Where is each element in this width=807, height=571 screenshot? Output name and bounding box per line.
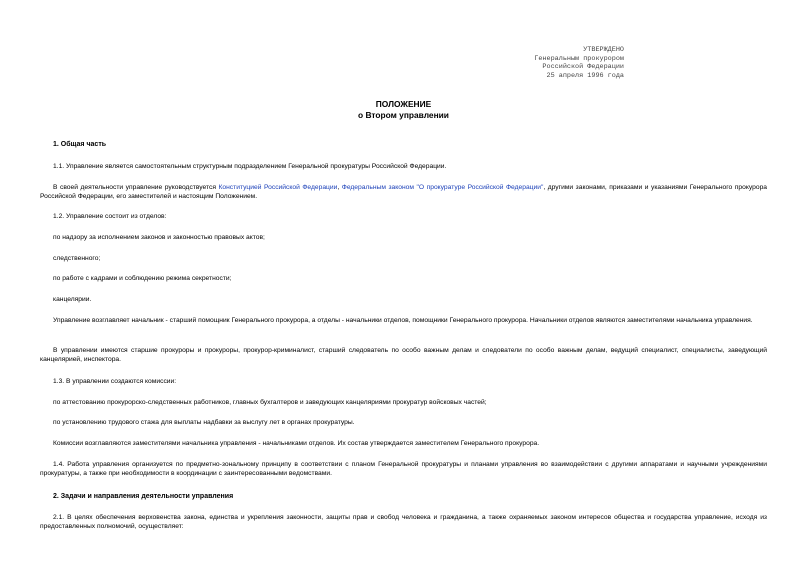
list-item: следственного; (53, 255, 101, 262)
text-fragment: , (337, 184, 342, 191)
title-sub: о Втором управлении (358, 110, 449, 120)
paragraph: В управлении имеются старшие прокуроры и прокуроры, прокурор-криминалист, старший следователь по особо важным делам и следователи по особо важным делам, ведущий специалист, специалисты, заведующий канцелярией, инспектора. (40, 347, 767, 364)
list-item: по надзору за исполнением законов и законностью правовых актов; (53, 234, 265, 241)
paragraph: 1.1. Управление является самостоятельным структурным подразделением Генеральной прокуратуры Российской Федерации. (53, 163, 447, 170)
text-fragment: В своей деятельности управление руководствуется (53, 184, 219, 191)
title-main: ПОЛОЖЕНИЕ (375, 99, 432, 109)
list-item: канцелярии. (53, 296, 92, 303)
list-item: по установлению трудового стажа для выплаты надбавки за выслугу лет в органах прокуратуры. (53, 419, 355, 426)
paragraph: 2.1. В целях обеспечения верховенства закона, единства и укрепления законности, защиты прав и свобод человека и гражданина, а также охраняемых законом интересов общества и государства управление, исходя из предоставленных полномочий, осуществляет: (40, 514, 767, 531)
prosecution-law-link[interactable]: Федеральным законом "О прокуратуре Российской Федерации" (341, 184, 544, 191)
approval-line: Генеральным прокурором (534, 54, 624, 63)
constitution-link[interactable]: Конституцией Российской Федерации (218, 184, 338, 191)
section-heading: 2. Задачи и направления деятельности управления (53, 493, 234, 500)
list-item: по аттестованию прокурорско-следственных работников, главных бухгалтеров и заведующих канцеляриями прокуратур войсковых частей; (53, 399, 487, 406)
paragraph: Управление возглавляет начальник - старший помощник Генерального прокурора, а отделы - начальники отделов, помощники Генерального прокурора. Начальники отделов являются заместителями начальника управления. (53, 317, 753, 324)
approval-stamp (520, 46, 624, 80)
approval-line: Российской Федерации (542, 63, 624, 72)
paragraph: 1.4. Работа управления организуется по предметно-зональному принципу в соответствии с планом Генеральной прокуратуры и планами управления во взаимодействии с другими аппаратами и научными учреждениями прокуратуры, а также при необходимости в координации с заинтересованными ведомствами. (40, 461, 767, 478)
approval-line: УТВЕРЖДЕНО (583, 46, 624, 54)
text-fragment: , другими законами, приказами и указаниями Генерального прокурора Российской Федерации, его заместителей и настоящим Положением. (40, 184, 768, 201)
section-heading: 1. Общая часть (53, 141, 107, 148)
paragraph: Комиссии возглавляются заместителями начальника управления - начальниками отделов. Их состав утверждается заместителем Генерального прокурора. (53, 440, 540, 447)
list-item: по работе с кадрами и соблюдению режима секретности; (53, 275, 232, 282)
paragraph-legal-basis (40, 183, 767, 202)
paragraph: 1.3. В управлении создаются комиссии: (53, 378, 177, 385)
document-title (0, 99, 807, 121)
approval-date: 25 апреля 1996 года (546, 71, 624, 80)
paragraph: 1.2. Управление состоит из отделов: (53, 213, 167, 220)
